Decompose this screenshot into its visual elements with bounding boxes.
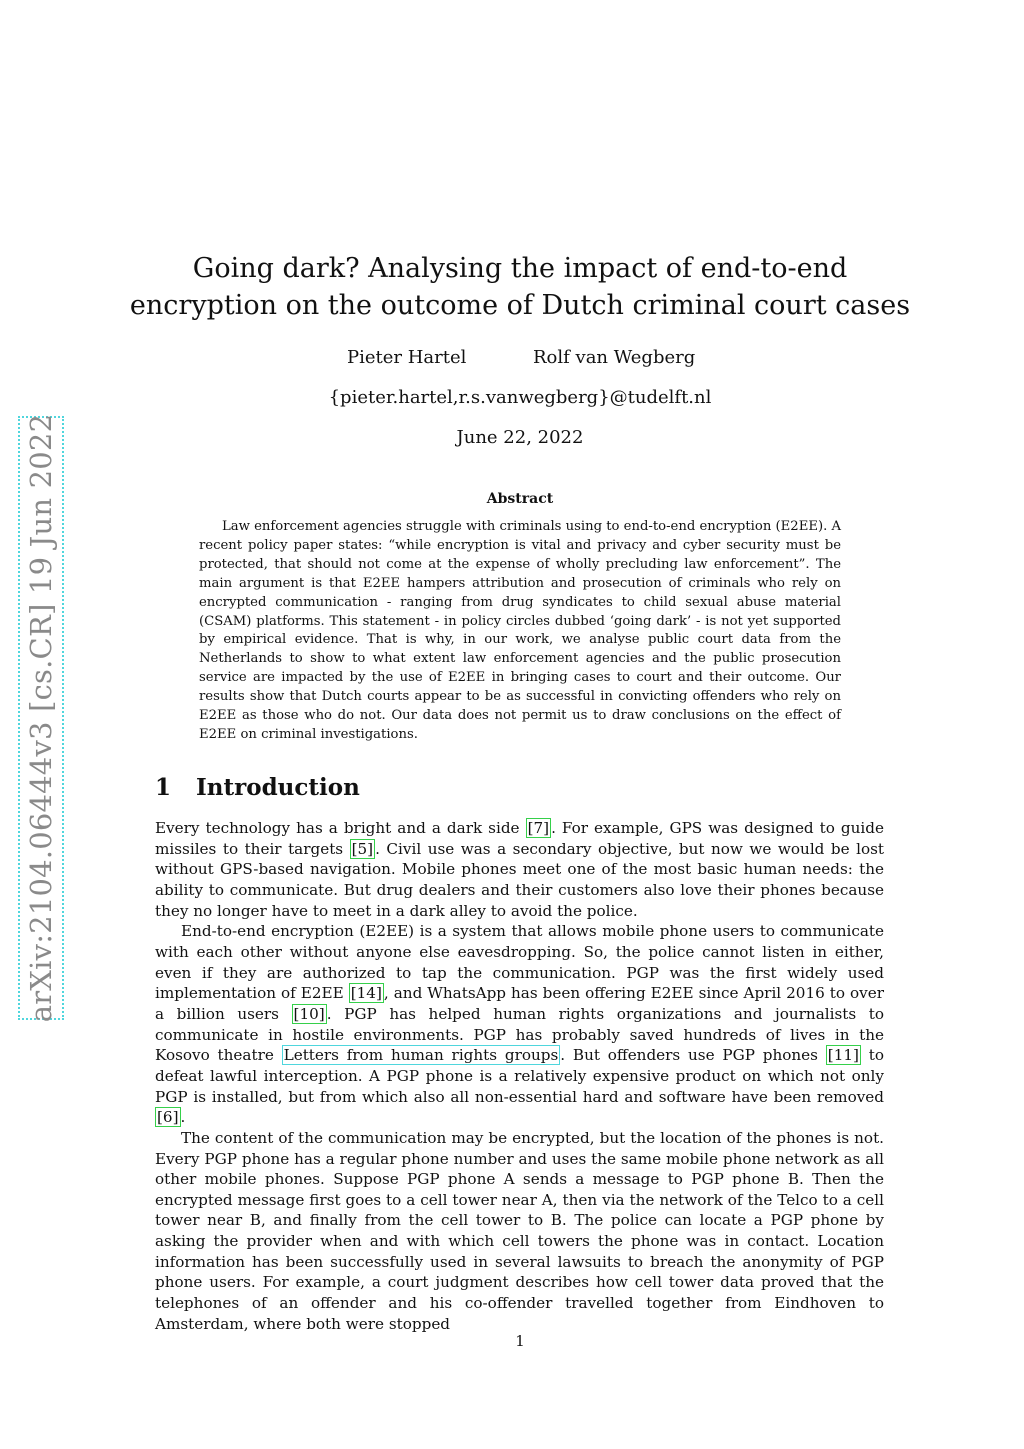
abstract-heading: Abstract [486, 491, 554, 507]
paragraph-text: , and WhatsApp has been offering E2EE since April 2016 to over a billion users [155, 984, 885, 1023]
arxiv-identifier: arXiv:2104.06444v3 [cs.CR] 19 Jun 2022 [24, 413, 58, 1023]
citation-link[interactable]: [14] [350, 984, 382, 1003]
section-heading [155, 774, 360, 801]
paragraph [155, 921, 884, 1128]
paragraph: The content of the communication may be encrypted, but the location of the phones is not. Every PGP phone has a regular phone number and uses the same mobile phone network as all other mobile phones. Suppose PGP phone A sends a message to PGP phone B. Then the encrypted message first goes to a cell tower near A, then via the network of the Telco to a cell tower near B, and finally from the cell tower to B. The police can locate a PGP phone by asking the provider when and with which cell towers the phone was in contact. Location information has been successfully used in several lawsuits to breach the anonymity of PGP phone users. For example, a court judgment describes how cell tower data proved that the telephones of an offender and his co-offender travelled together from Eindhoven to Amsterdam, where both were stopped [155, 1128, 884, 1333]
author-name: Rolf van Wegberg [533, 347, 696, 368]
citation-link[interactable]: [10] [293, 1004, 325, 1023]
paragraph-text: . But offenders use PGP phones [560, 1046, 826, 1065]
paragraph-text: . PGP has helped human rights organizations and journalists to communicate in hostile environments. PGP has probably saved hundreds of lives in the Kosovo theatre [155, 1004, 884, 1065]
paragraph-text: . [180, 1108, 186, 1127]
paragraph-text: to defeat lawful interception. A PGP phone is a relatively expensive product on which not only PGP is installed, but from which also all non-essential hard and software have been removed [155, 1046, 884, 1106]
paragraph [155, 818, 884, 921]
citation-link[interactable]: [5] [351, 839, 374, 858]
section-body [155, 818, 884, 1334]
author-name: Pieter Hartel [347, 347, 467, 368]
citation-link[interactable]: [11] [827, 1046, 859, 1065]
page-number: 1 [515, 1332, 525, 1350]
paragraph-text: . For example, GPS was designed to guide missiles to their targets [155, 819, 884, 858]
paragraph-text: Every technology has a bright and a dark side [155, 819, 526, 837]
abstract-text: Law enforcement agencies struggle with criminals using to end-to-end encryption (E2EE). A recent policy paper states: “while encryption is vital and privacy and cyber security must be protected, that should not come at the expense of wholly precluding law enforcement”. The main argument is that E2EE hampers attribution and prosecution of criminals who rely on encrypted communication - ranging from drug syndicates to child sexual abuse material (CSAM) platforms. This statement - in policy circles dubbed ‘going dark’ - is not yet supported by empirical evidence. That is why, in our work, we analyse public court data from the Netherlands to show to what extent law enforcement agencies and the public prosecution service are impacted by the use of E2EE in bringing cases to court and their outcome. Our results show that Dutch courts appear to be as successful in convicting offenders who rely on E2EE as those who do not. Our data does not permit us to draw conclusions on the effect of E2EE on criminal investigations. [199, 519, 841, 742]
section-number: 1 [155, 774, 172, 801]
section-title: Introduction [196, 774, 360, 801]
paragraph-text: End-to-end encryption (E2EE) is a system that allows mobile phone users to communicate with each other without anyone else eavesdropping. So, the police cannot listen in either, even if they are authorized to tap the communication. PGP was the first widely used implementation of E2EE [155, 922, 884, 1003]
author-list [0, 347, 1024, 371]
paper-date: June 22, 2022 [456, 427, 584, 448]
citation-link[interactable]: [6] [157, 1108, 179, 1127]
paragraph-text: . Civil use was a secondary objective, but now we would be lost without GPS-based navigation. Mobile phones meet one of the most basic human needs: the ability to communicate. But drug dealers and their customers also love their phones because they no longer have to meet in a dark alley to avoid the police. [155, 839, 884, 920]
paper-title: Going dark? Analysing the impact of end-to-end encryption on the outcome of Dutch criminal court cases [129, 253, 911, 321]
author-email: {pieter.hartel,r.s.vanwegberg}@tudelft.nl [328, 387, 712, 408]
citation-link[interactable]: [7] [527, 819, 550, 837]
url-link[interactable]: Letters from human rights groups [283, 1046, 559, 1065]
